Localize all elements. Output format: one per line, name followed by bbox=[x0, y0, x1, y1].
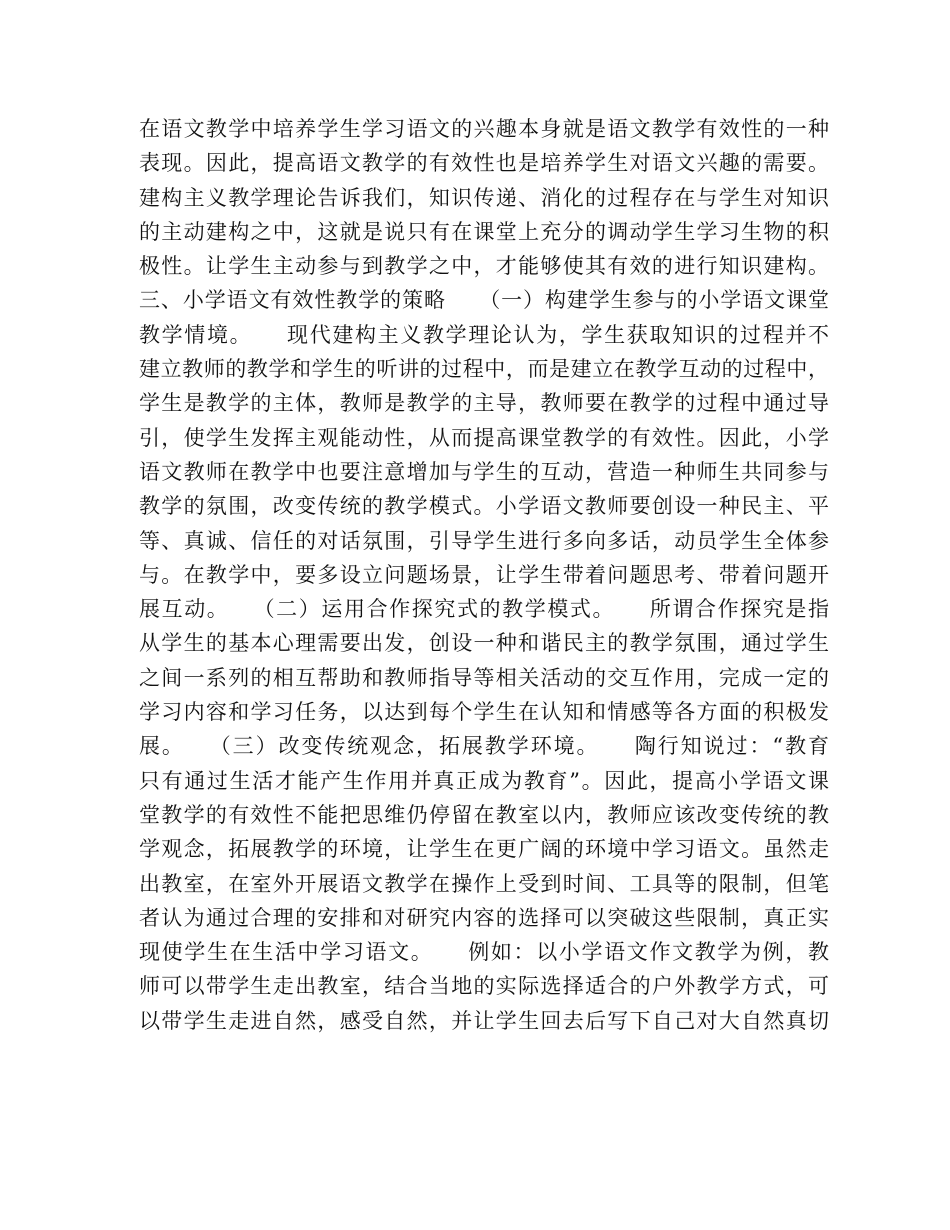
text-line: 堂教学的有效性不能把思维仍停留在教室以内，教师应该改变传统的教 bbox=[139, 802, 829, 827]
text-line: 表现。因此，提高语文教学的有效性也是培养学生对语文兴趣的需要。 bbox=[139, 151, 829, 176]
text-line: 展。 （三）改变传统观念，拓展教学环境。 陶行知说过：“教育 bbox=[139, 734, 829, 759]
text-line: 语文教师在教学中也要注意增加与学生的互动，营造一种师生共同参与 bbox=[139, 459, 829, 484]
text-line: 建构主义教学理论告诉我们，知识传递、消化的过程存在与学生对知识 bbox=[139, 185, 829, 210]
text-line: 从学生的基本心理需要出发，创设一种和谐民主的教学氛围，通过学生 bbox=[139, 631, 829, 656]
text-line: 者认为通过合理的安排和对研究内容的选择可以突破这些限制，真正实 bbox=[139, 905, 829, 930]
text-line: 与。在教学中，要多设立问题场景，让学生带着问题思考、带着问题开 bbox=[139, 562, 829, 587]
text-line: 展互动。 （二）运用合作探究式的教学模式。 所谓合作探究是指 bbox=[139, 597, 829, 622]
text-line: 三、小学语文有效性教学的策略 （一）构建学生参与的小学语文课堂 bbox=[139, 288, 829, 313]
text-line: 以带学生走进自然，感受自然，并让学生回去后写下自己对大自然真切 bbox=[139, 1008, 829, 1033]
text-line: 教学的氛围，改变传统的教学模式。小学语文教师要创设一种民主、平 bbox=[139, 494, 829, 519]
text-line: 在语文教学中培养学生学习语文的兴趣本身就是语文教学有效性的一种 bbox=[139, 117, 829, 141]
text-line: 教学情境。 现代建构主义教学理论认为，学生获取知识的过程并不 bbox=[139, 322, 829, 347]
text-line: 建立教师的教学和学生的听讲的过程中，而是建立在教学互动的过程中， bbox=[139, 357, 829, 382]
text-line: 师可以带学生走出教室，结合当地的实际选择适合的户外教学方式，可 bbox=[139, 974, 829, 999]
text-line: 出教室，在室外开展语文教学在操作上受到时间、工具等的限制，但笔 bbox=[139, 871, 829, 896]
text-line: 等、真诚、信任的对话氛围，引导学生进行多向多话，动员学生全体参 bbox=[139, 528, 829, 553]
body-text bbox=[139, 112, 829, 1038]
text-line: 只有通过生活才能产生作用并真正成为教育”。因此，提高小学语文课 bbox=[139, 768, 829, 793]
text-line: 学观念，拓展教学的环境，让学生在更广阔的环境中学习语文。虽然走 bbox=[139, 837, 829, 862]
text-line: 之间一系列的相互帮助和教师指导等相关活动的交互作用，完成一定的 bbox=[139, 665, 829, 690]
text-line: 的主动建构之中，这就是说只有在课堂上充分的调动学生学习生物的积 bbox=[139, 219, 829, 244]
text-line: 极性。让学生主动参与到教学之中，才能够使其有效的进行知识建构。 bbox=[139, 254, 829, 279]
text-line: 学习内容和学习任务，以达到每个学生在认知和情感等各方面的积极发 bbox=[139, 700, 829, 725]
text-line: 引，使学生发挥主观能动性，从而提高课堂教学的有效性。因此，小学 bbox=[139, 425, 829, 450]
text-line: 学生是教学的主体，教师是教学的主导，教师要在教学的过程中通过导 bbox=[139, 391, 829, 416]
text-line: 现使学生在生活中学习语文。 例如：以小学语文作文教学为例，教 bbox=[139, 940, 829, 965]
